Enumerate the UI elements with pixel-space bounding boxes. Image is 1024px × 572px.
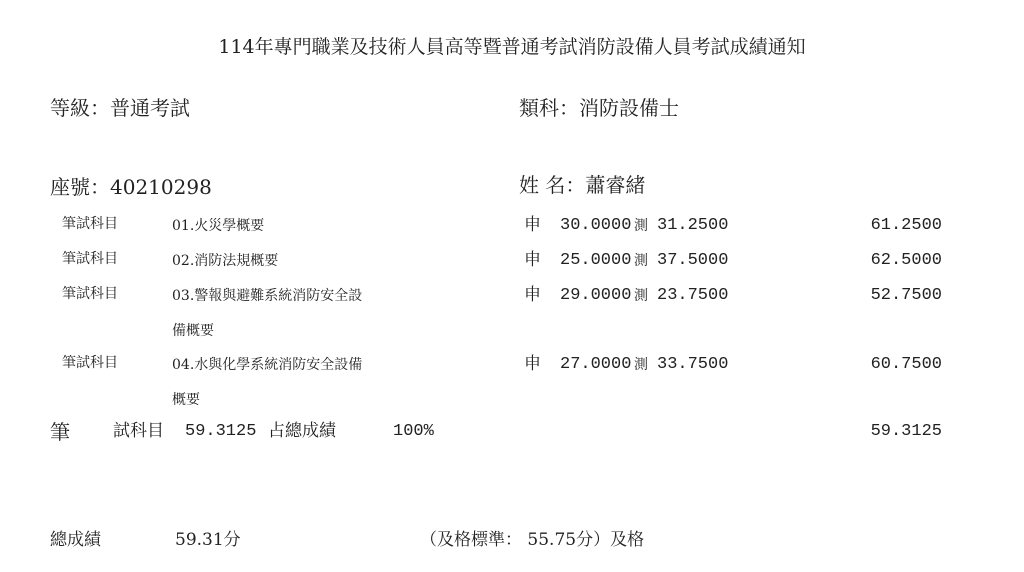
mark-2: 測 bbox=[634, 288, 648, 304]
seat-number bbox=[50, 177, 212, 197]
subject-type: 筆試科目 bbox=[62, 216, 118, 232]
candidate-name bbox=[519, 175, 645, 195]
score-1: 25.0000 bbox=[560, 251, 632, 270]
subject-type: 筆試科目 bbox=[62, 251, 118, 267]
grade-value: 普通考試 bbox=[110, 96, 190, 120]
page-title: 114年專門職業及技術人員高等暨普通考試消防設備人員考試成績通知 bbox=[218, 36, 806, 58]
category-value: 消防設備士 bbox=[579, 96, 679, 120]
subject-name: 04.水與化學系統消防安全設備 bbox=[172, 357, 363, 373]
subject-name-continued: 備概要 bbox=[172, 323, 214, 339]
summary-weight: 100% bbox=[393, 422, 434, 441]
summary-label-1: 筆 bbox=[50, 420, 70, 444]
score-2: 23.7500 bbox=[657, 286, 729, 305]
mark-2: 測 bbox=[634, 218, 648, 234]
mark-1: 申 bbox=[524, 285, 541, 305]
score-2: 31.2500 bbox=[657, 216, 729, 235]
score-1: 27.0000 bbox=[560, 355, 632, 374]
category bbox=[519, 98, 679, 118]
final-score: 59.31分 bbox=[175, 530, 241, 550]
summary-label-2: 試科目 bbox=[113, 421, 164, 441]
mark-2: 測 bbox=[634, 253, 648, 269]
subject-name: 02.消防法規概要 bbox=[172, 253, 279, 269]
mark-1: 申 bbox=[524, 250, 541, 270]
summary-total: 59.3125 bbox=[870, 422, 942, 441]
mark-1: 申 bbox=[524, 354, 541, 374]
grade-label: 等級： bbox=[50, 96, 110, 120]
mark-1: 申 bbox=[524, 215, 541, 235]
score-1: 29.0000 bbox=[560, 286, 632, 305]
seat-value: 40210298 bbox=[110, 175, 212, 199]
subject-total: 62.5000 bbox=[870, 251, 942, 270]
subject-type: 筆試科目 bbox=[62, 355, 118, 371]
subject-type: 筆試科目 bbox=[62, 286, 118, 302]
subject-name-continued: 概要 bbox=[172, 392, 200, 408]
score-1: 30.0000 bbox=[560, 216, 632, 235]
mark-2: 測 bbox=[634, 357, 648, 373]
score-2: 37.5000 bbox=[657, 251, 729, 270]
name-label: 姓 名： bbox=[519, 173, 586, 197]
name-value: 蕭睿緒 bbox=[585, 173, 646, 197]
summary-score: 59.3125 bbox=[185, 422, 257, 441]
score-2: 33.7500 bbox=[657, 355, 729, 374]
grade bbox=[50, 98, 190, 118]
subject-total: 52.7500 bbox=[870, 286, 942, 305]
summary-weight-label: 占總成績 bbox=[268, 421, 336, 441]
seat-label: 座號： bbox=[50, 175, 110, 199]
subject-total: 60.7500 bbox=[870, 355, 942, 374]
subject-total: 61.2500 bbox=[870, 216, 942, 235]
final-label: 總成績 bbox=[50, 530, 101, 550]
subject-name: 01.火災學概要 bbox=[172, 218, 265, 234]
subject-name: 03.警報與避難系統消防安全設 bbox=[172, 288, 363, 304]
pass-standard: （及格標準： 55.75分）及格 bbox=[420, 530, 645, 550]
category-label: 類科： bbox=[519, 96, 579, 120]
